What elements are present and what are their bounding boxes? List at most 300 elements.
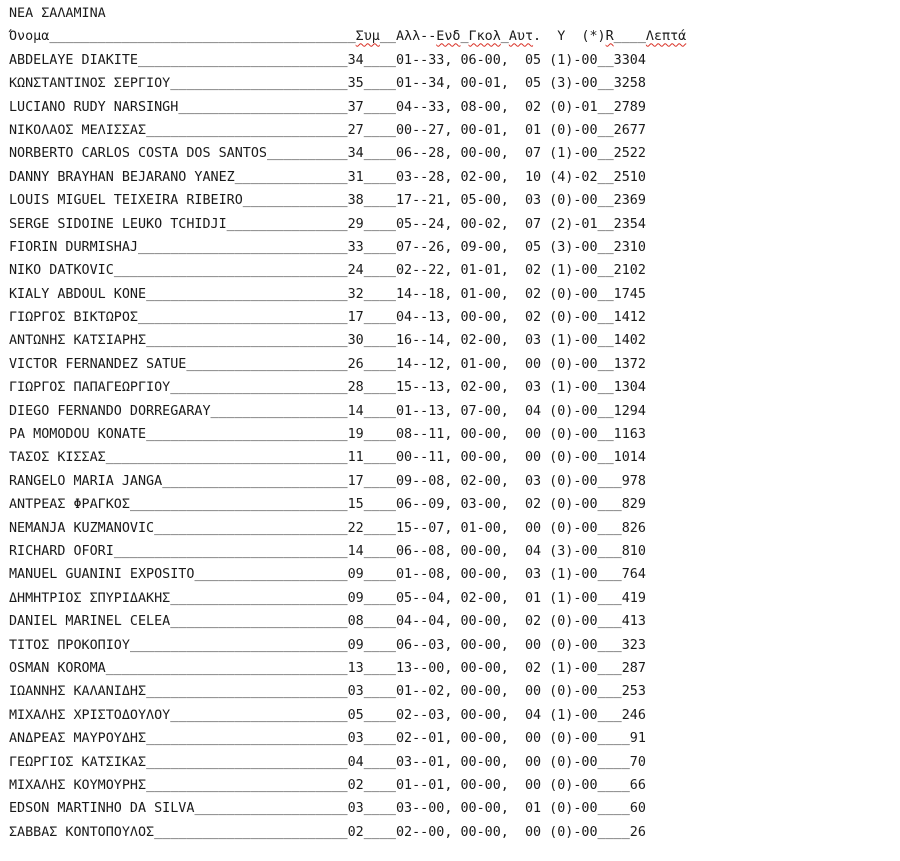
games-cell: 31 [347, 169, 364, 185]
padding: __ [597, 286, 614, 302]
minutes-cell: 2677 [613, 122, 646, 138]
start-cell: 11 [428, 450, 445, 466]
start-cell: 33 [428, 52, 445, 68]
padding: ___ [597, 614, 622, 630]
start-cell: 00 [428, 801, 445, 817]
padding: ___ [597, 660, 622, 676]
table-row [9, 96, 686, 119]
padding: ____ [363, 660, 396, 676]
padding: ____ [363, 169, 396, 185]
games-cell: 35 [347, 76, 364, 92]
padding: ____ [363, 239, 396, 255]
separator: , [444, 380, 461, 396]
goals-cell: 00-00 [460, 731, 501, 747]
page-title: ΝΕΑ ΣΑΛΑΜΙΝΑ [9, 6, 106, 21]
padding: _________________________ [146, 777, 348, 793]
separator: , [444, 450, 461, 466]
minutes-cell: 60 [629, 801, 646, 817]
sub-cell: 03 [396, 801, 413, 817]
minutes-cell: 2102 [613, 263, 646, 279]
separator: , [444, 473, 461, 489]
start-cell: 09 [428, 497, 445, 513]
player-name: SERGE SIDOINE LEUKO TCHIDJI [9, 216, 227, 232]
goals-cell: 00-00 [460, 684, 501, 700]
padding: ____________________ [186, 356, 348, 372]
separator: , [500, 824, 525, 840]
table-row [9, 797, 686, 820]
minutes-cell: 829 [621, 497, 646, 513]
header-goals: Γκολ [468, 29, 501, 45]
cards-cell: 03 (1)-00 [524, 333, 598, 349]
minutes-cell: 764 [621, 567, 646, 583]
padding: __________________________ [138, 52, 348, 68]
sub-cell: 02 [395, 824, 413, 840]
cards-cell: 00 (0)-00 [524, 824, 598, 840]
games-cell: 33 [347, 239, 364, 255]
sub-cell: 00 [395, 122, 413, 138]
start-cell: 28 [428, 146, 445, 162]
cards-cell: 05 (3)-00 [524, 239, 598, 255]
table-row [9, 493, 686, 516]
separator: , [500, 169, 525, 185]
games-cell: 17 [347, 310, 364, 326]
padding: ____ [363, 99, 396, 115]
padding: __________________________ [138, 310, 348, 326]
sub-cell: 01 [396, 567, 413, 583]
table-row [9, 680, 686, 703]
separator: , [500, 684, 525, 700]
header-start: Ενδ [436, 29, 461, 45]
player-name: KIALY ABDOUL KONE [9, 286, 147, 302]
header-own: Αυτ [508, 29, 534, 45]
padding: ____ [363, 684, 396, 700]
padding: __ [597, 239, 614, 255]
table-row [9, 610, 686, 633]
table-row [9, 72, 686, 95]
games-cell: 15 [347, 497, 364, 513]
separator: , [500, 614, 525, 630]
player-name: EDSON MARTINHO DA SILVA [9, 801, 195, 817]
games-cell: 24 [347, 263, 364, 279]
separator: , [444, 146, 461, 162]
table-row [9, 470, 686, 493]
padding: ___________________________ [129, 637, 348, 653]
cards-cell: 04 (3)-00 [524, 543, 598, 559]
start-cell: 12 [428, 356, 445, 372]
padding: __ [597, 310, 614, 326]
table-row [9, 517, 686, 540]
table-row [9, 634, 686, 657]
player-name: ΔΗΜΗΤΡΙΟΣ ΣΠΥΡΙΔΑΚΗΣ [9, 590, 171, 606]
padding: ____ [363, 122, 396, 138]
separator: , [444, 590, 461, 606]
games-cell: 03 [347, 731, 364, 747]
sub-cell: 14 [395, 286, 413, 302]
player-name: DANIEL MARINEL CELEA [9, 614, 171, 630]
separator: , [500, 707, 525, 723]
padding: ____ [363, 193, 396, 209]
separator: -- [412, 216, 429, 232]
sub-cell: 09 [396, 473, 413, 489]
separator: -- [412, 146, 429, 162]
cards-cell: 05 (1)-00 [524, 52, 598, 68]
padding: __ [597, 122, 614, 138]
games-cell: 02 [347, 824, 364, 840]
padding: ____ [363, 777, 396, 793]
separator: -- [412, 520, 429, 536]
padding: __ [597, 76, 614, 92]
padding: _____________________________ [113, 543, 348, 559]
minutes-cell: 1412 [613, 310, 646, 326]
separator: -- [412, 497, 429, 513]
padding: __ [597, 216, 614, 232]
minutes-cell: 323 [621, 637, 646, 653]
player-name: RANGELO MARIA JANGA [9, 473, 163, 489]
table-row [9, 353, 686, 376]
cards-cell: 00 (0)-00 [524, 427, 598, 443]
separator: , [444, 824, 461, 840]
cards-cell: 02 (0)-00 [525, 614, 598, 630]
padding: __ [597, 146, 614, 162]
padding: ____ [363, 427, 396, 443]
goals-cell: 08-00 [460, 99, 501, 115]
sub-cell: 00 [395, 450, 413, 466]
player-name: NORBERTO CARLOS COSTA DOS SANTOS [9, 146, 267, 162]
goals-cell: 02-00 [460, 590, 501, 606]
sub-cell: 14 [396, 356, 413, 372]
player-name: PA MOMODOU KONATE [9, 427, 147, 443]
games-cell: 09 [347, 567, 364, 583]
player-name: ΓΙΩΡΓΟΣ ΒΙΚΤΩΡΟΣ [9, 310, 138, 326]
padding: _________________________ [146, 684, 348, 700]
minutes-cell: 1294 [613, 403, 646, 419]
table-row [9, 49, 686, 72]
games-cell: 03 [347, 684, 364, 700]
table-row [9, 704, 686, 727]
minutes-cell: 2789 [613, 99, 646, 115]
padding: ____ [363, 731, 396, 747]
cards-cell: 02 (0)-00 [524, 497, 598, 513]
goals-cell: 01-00 [460, 356, 501, 372]
separator: , [444, 310, 461, 326]
padding: ______________________ [170, 614, 348, 630]
goals-cell: 00-00 [460, 754, 501, 770]
goals-cell: 00-01 [460, 76, 501, 92]
goals-cell: 00-00 [460, 427, 501, 443]
separator: -- [412, 614, 429, 630]
separator: -- [412, 76, 429, 92]
separator: , [500, 99, 525, 115]
goals-cell: 00-01 [460, 122, 501, 138]
games-cell: 34 [347, 146, 364, 162]
cards-cell: 02 (0)-01 [525, 99, 598, 115]
cards-cell: 00 (0)-00 [524, 777, 598, 793]
start-cell: 18 [428, 286, 445, 302]
padding: __________ [266, 146, 348, 162]
cards-cell: 04 (0)-00 [524, 403, 598, 419]
goals-cell: 00-00 [460, 310, 501, 326]
padding: ____ [363, 403, 396, 419]
start-cell: 28 [428, 169, 445, 185]
games-cell: 29 [347, 216, 364, 232]
player-rows [9, 49, 686, 844]
goals-cell: 00-00 [460, 146, 501, 162]
padding: _________________________ [146, 333, 348, 349]
padding: ____ [363, 333, 396, 349]
padding: ___ [597, 543, 622, 559]
player-name: ΚΩΝΣΤΑΝΤΙΝΟΣ ΣΕΡΓΙΟΥ [9, 76, 171, 92]
padding: _________________________ [146, 427, 348, 443]
sub-cell: 01 [395, 52, 413, 68]
start-cell: 03 [428, 707, 445, 723]
minutes-cell: 419 [621, 590, 646, 606]
cards-cell: 00 (0)-00 [525, 356, 598, 372]
separator: -- [412, 567, 429, 583]
sub-cell: 08 [395, 427, 413, 443]
start-cell: 01 [428, 777, 445, 793]
goals-cell: 02-00 [460, 333, 501, 349]
padding: ______________________ [170, 590, 348, 606]
goals-cell: 00-00 [460, 707, 501, 723]
sub-cell: 03 [395, 754, 413, 770]
padding: ____ [363, 614, 396, 630]
games-cell: 28 [347, 380, 364, 396]
player-name: FIORIN DURMISHAJ [9, 239, 138, 255]
separator: , [444, 286, 461, 302]
header-name: Όνομα [9, 29, 50, 45]
player-name: ΤΙΤΟΣ ΠΡΟΚΟΠΙΟΥ [9, 637, 130, 653]
start-cell: 08 [428, 473, 445, 489]
cards-cell: 02 (1)-00 [524, 263, 598, 279]
table-row [9, 587, 686, 610]
separator: , [500, 543, 525, 559]
header-sep: _ [460, 29, 469, 45]
padding: _________________________ [146, 286, 348, 302]
player-name: MANUEL GUANINI EXPOSITO [9, 567, 195, 583]
sub-cell: 02 [395, 731, 413, 747]
separator: , [500, 497, 525, 513]
sub-cell: 13 [395, 660, 413, 676]
cards-cell: 01 (0)-00 [525, 801, 598, 817]
separator: , [444, 52, 461, 68]
goals-cell: 01-00 [460, 286, 501, 302]
padding: __ [597, 380, 614, 396]
padding: ___ [597, 590, 622, 606]
separator: , [500, 333, 525, 349]
start-cell: 01 [428, 754, 445, 770]
table-row [9, 727, 686, 750]
games-cell: 03 [347, 801, 364, 817]
separator: , [444, 543, 461, 559]
cards-cell: 02 (0)-00 [524, 310, 598, 326]
goals-cell: 02-00 [460, 169, 501, 185]
games-cell: 34 [347, 52, 364, 68]
games-cell: 17 [347, 473, 364, 489]
padding: __ [597, 356, 614, 372]
player-name: NEMANJA KUZMANOVIC [9, 520, 155, 536]
padding: ____ [363, 543, 396, 559]
games-cell: 09 [347, 590, 364, 606]
sub-cell: 03 [395, 169, 413, 185]
sub-cell: 06 [395, 146, 413, 162]
separator: , [444, 76, 461, 92]
separator: , [500, 637, 525, 653]
padding: ___________________________ [129, 497, 348, 513]
start-cell: 01 [428, 731, 445, 747]
padding: __ [597, 52, 614, 68]
padding: _________________ [210, 403, 348, 419]
padding: ____ [363, 520, 396, 536]
separator: , [444, 403, 461, 419]
table-row [9, 540, 686, 563]
padding: ___ [597, 637, 622, 653]
sub-cell: 02 [396, 707, 413, 723]
sub-cell: 05 [396, 590, 413, 606]
minutes-cell: 1402 [613, 333, 646, 349]
padding: ____ [363, 801, 396, 817]
padding: ____ [363, 590, 396, 606]
separator: , [444, 707, 461, 723]
padding: ____ [363, 310, 396, 326]
separator: -- [412, 403, 429, 419]
table-row [9, 774, 686, 797]
cards-cell: 03 (0)-00 [525, 473, 598, 489]
cards-cell: 03 (1)-00 [525, 567, 598, 583]
minutes-cell: 1304 [613, 380, 646, 396]
padding: ____ [363, 52, 396, 68]
separator: -- [412, 239, 429, 255]
padding: _____________________________ [113, 263, 348, 279]
minutes-cell: 3258 [613, 76, 646, 92]
separator: , [500, 731, 525, 747]
separator: , [444, 122, 461, 138]
goals-cell: 00-00 [460, 660, 501, 676]
games-cell: 19 [347, 427, 364, 443]
start-cell: 11 [428, 427, 445, 443]
table-row [9, 259, 686, 282]
separator: , [444, 754, 461, 770]
cards-cell: 07 (1)-00 [524, 146, 598, 162]
padding: _____________________ [178, 99, 348, 115]
separator: , [500, 76, 525, 92]
padding: ____ [363, 380, 396, 396]
games-cell: 02 [347, 777, 364, 793]
separator: , [444, 333, 461, 349]
separator: -- [412, 263, 429, 279]
padding: ____ [597, 801, 630, 817]
player-name: ΜΙΧΑΛΗΣ ΚΟΥΜΟΥΡΗΣ [9, 777, 147, 793]
player-name: ΣΑΒΒΑΣ ΚΟΝΤΟΠΟΥΛΟΣ [9, 824, 155, 840]
padding: ___________________ [194, 567, 348, 583]
separator: -- [412, 777, 429, 793]
start-cell: 24 [428, 216, 445, 232]
separator: , [500, 427, 525, 443]
document-text [9, 2, 686, 844]
player-name: VICTOR FERNANDEZ SATUE [9, 356, 187, 372]
separator: , [444, 497, 461, 513]
sub-cell: 06 [395, 497, 413, 513]
minutes-cell: 246 [621, 707, 646, 723]
header-minutes: Λεπτά [645, 29, 687, 45]
sub-cell: 02 [395, 263, 413, 279]
cards-cell: 00 (0)-00 [524, 450, 598, 466]
separator: -- [412, 473, 429, 489]
separator: -- [412, 122, 429, 138]
minutes-cell: 1372 [613, 356, 646, 372]
separator: -- [412, 427, 429, 443]
goals-cell: 01-00 [460, 520, 501, 536]
separator: -- [412, 333, 429, 349]
goals-cell: 00-00 [460, 567, 501, 583]
cards-cell: 03 (1)-00 [525, 380, 598, 396]
minutes-cell: 413 [621, 614, 646, 630]
games-cell: 26 [347, 356, 364, 372]
separator: , [500, 590, 525, 606]
player-name: DIEGO FERNANDO DORREGARAY [9, 403, 211, 419]
games-cell: 11 [347, 450, 364, 466]
separator: -- [412, 660, 429, 676]
minutes-cell: 2310 [613, 239, 646, 255]
games-cell: 37 [347, 99, 364, 115]
goals-cell: 00-00 [460, 450, 501, 466]
player-name: ΓΙΩΡΓΟΣ ΠΑΠΑΓΕΩΡΓΙΟΥ [9, 380, 171, 396]
padding: _____________ [242, 193, 348, 209]
separator: , [500, 146, 525, 162]
separator: -- [412, 731, 429, 747]
start-cell: 04 [428, 590, 445, 606]
separator: , [500, 216, 525, 232]
padding: ________________________ [154, 824, 348, 840]
padding: __ [597, 333, 614, 349]
table-row [9, 423, 686, 446]
header-cards: . Υ (*) [533, 29, 606, 45]
start-cell: 02 [428, 684, 445, 700]
padding: ___ [597, 497, 622, 513]
sub-cell: 17 [395, 193, 413, 209]
cards-cell: 00 (0)-00 [524, 520, 598, 536]
sub-cell: 15 [396, 380, 413, 396]
start-cell: 22 [428, 263, 445, 279]
separator: , [444, 356, 461, 372]
games-cell: 13 [347, 660, 364, 676]
separator: , [500, 310, 525, 326]
cards-cell: 03 (0)-00 [524, 193, 598, 209]
start-cell: 14 [428, 333, 445, 349]
separator: -- [412, 193, 429, 209]
sub-cell: 07 [395, 239, 413, 255]
player-name: ΜΙΧΑΛΗΣ ΧΡΙΣΤΟΔΟΥΛΟΥ [9, 707, 171, 723]
goals-cell: 09-00 [460, 239, 501, 255]
minutes-cell: 2510 [613, 169, 646, 185]
start-cell: 26 [428, 239, 445, 255]
start-cell: 27 [428, 122, 445, 138]
games-cell: 05 [347, 707, 364, 723]
games-cell: 22 [347, 520, 364, 536]
separator: -- [412, 450, 429, 466]
start-cell: 33 [428, 99, 445, 115]
padding: _________________________ [146, 731, 348, 747]
player-name: OSMAN KOROMA [9, 660, 106, 676]
sub-cell: 05 [395, 216, 413, 232]
games-cell: 08 [347, 614, 364, 630]
padding: ____ [363, 567, 396, 583]
table-row [9, 751, 686, 774]
player-name: ΤΑΣΟΣ ΚΙΣΣΑΣ [9, 450, 106, 466]
sub-cell: 01 [395, 684, 413, 700]
games-cell: 30 [347, 333, 364, 349]
goals-cell: 00-02 [460, 216, 501, 232]
goals-cell: 03-00 [460, 497, 501, 513]
